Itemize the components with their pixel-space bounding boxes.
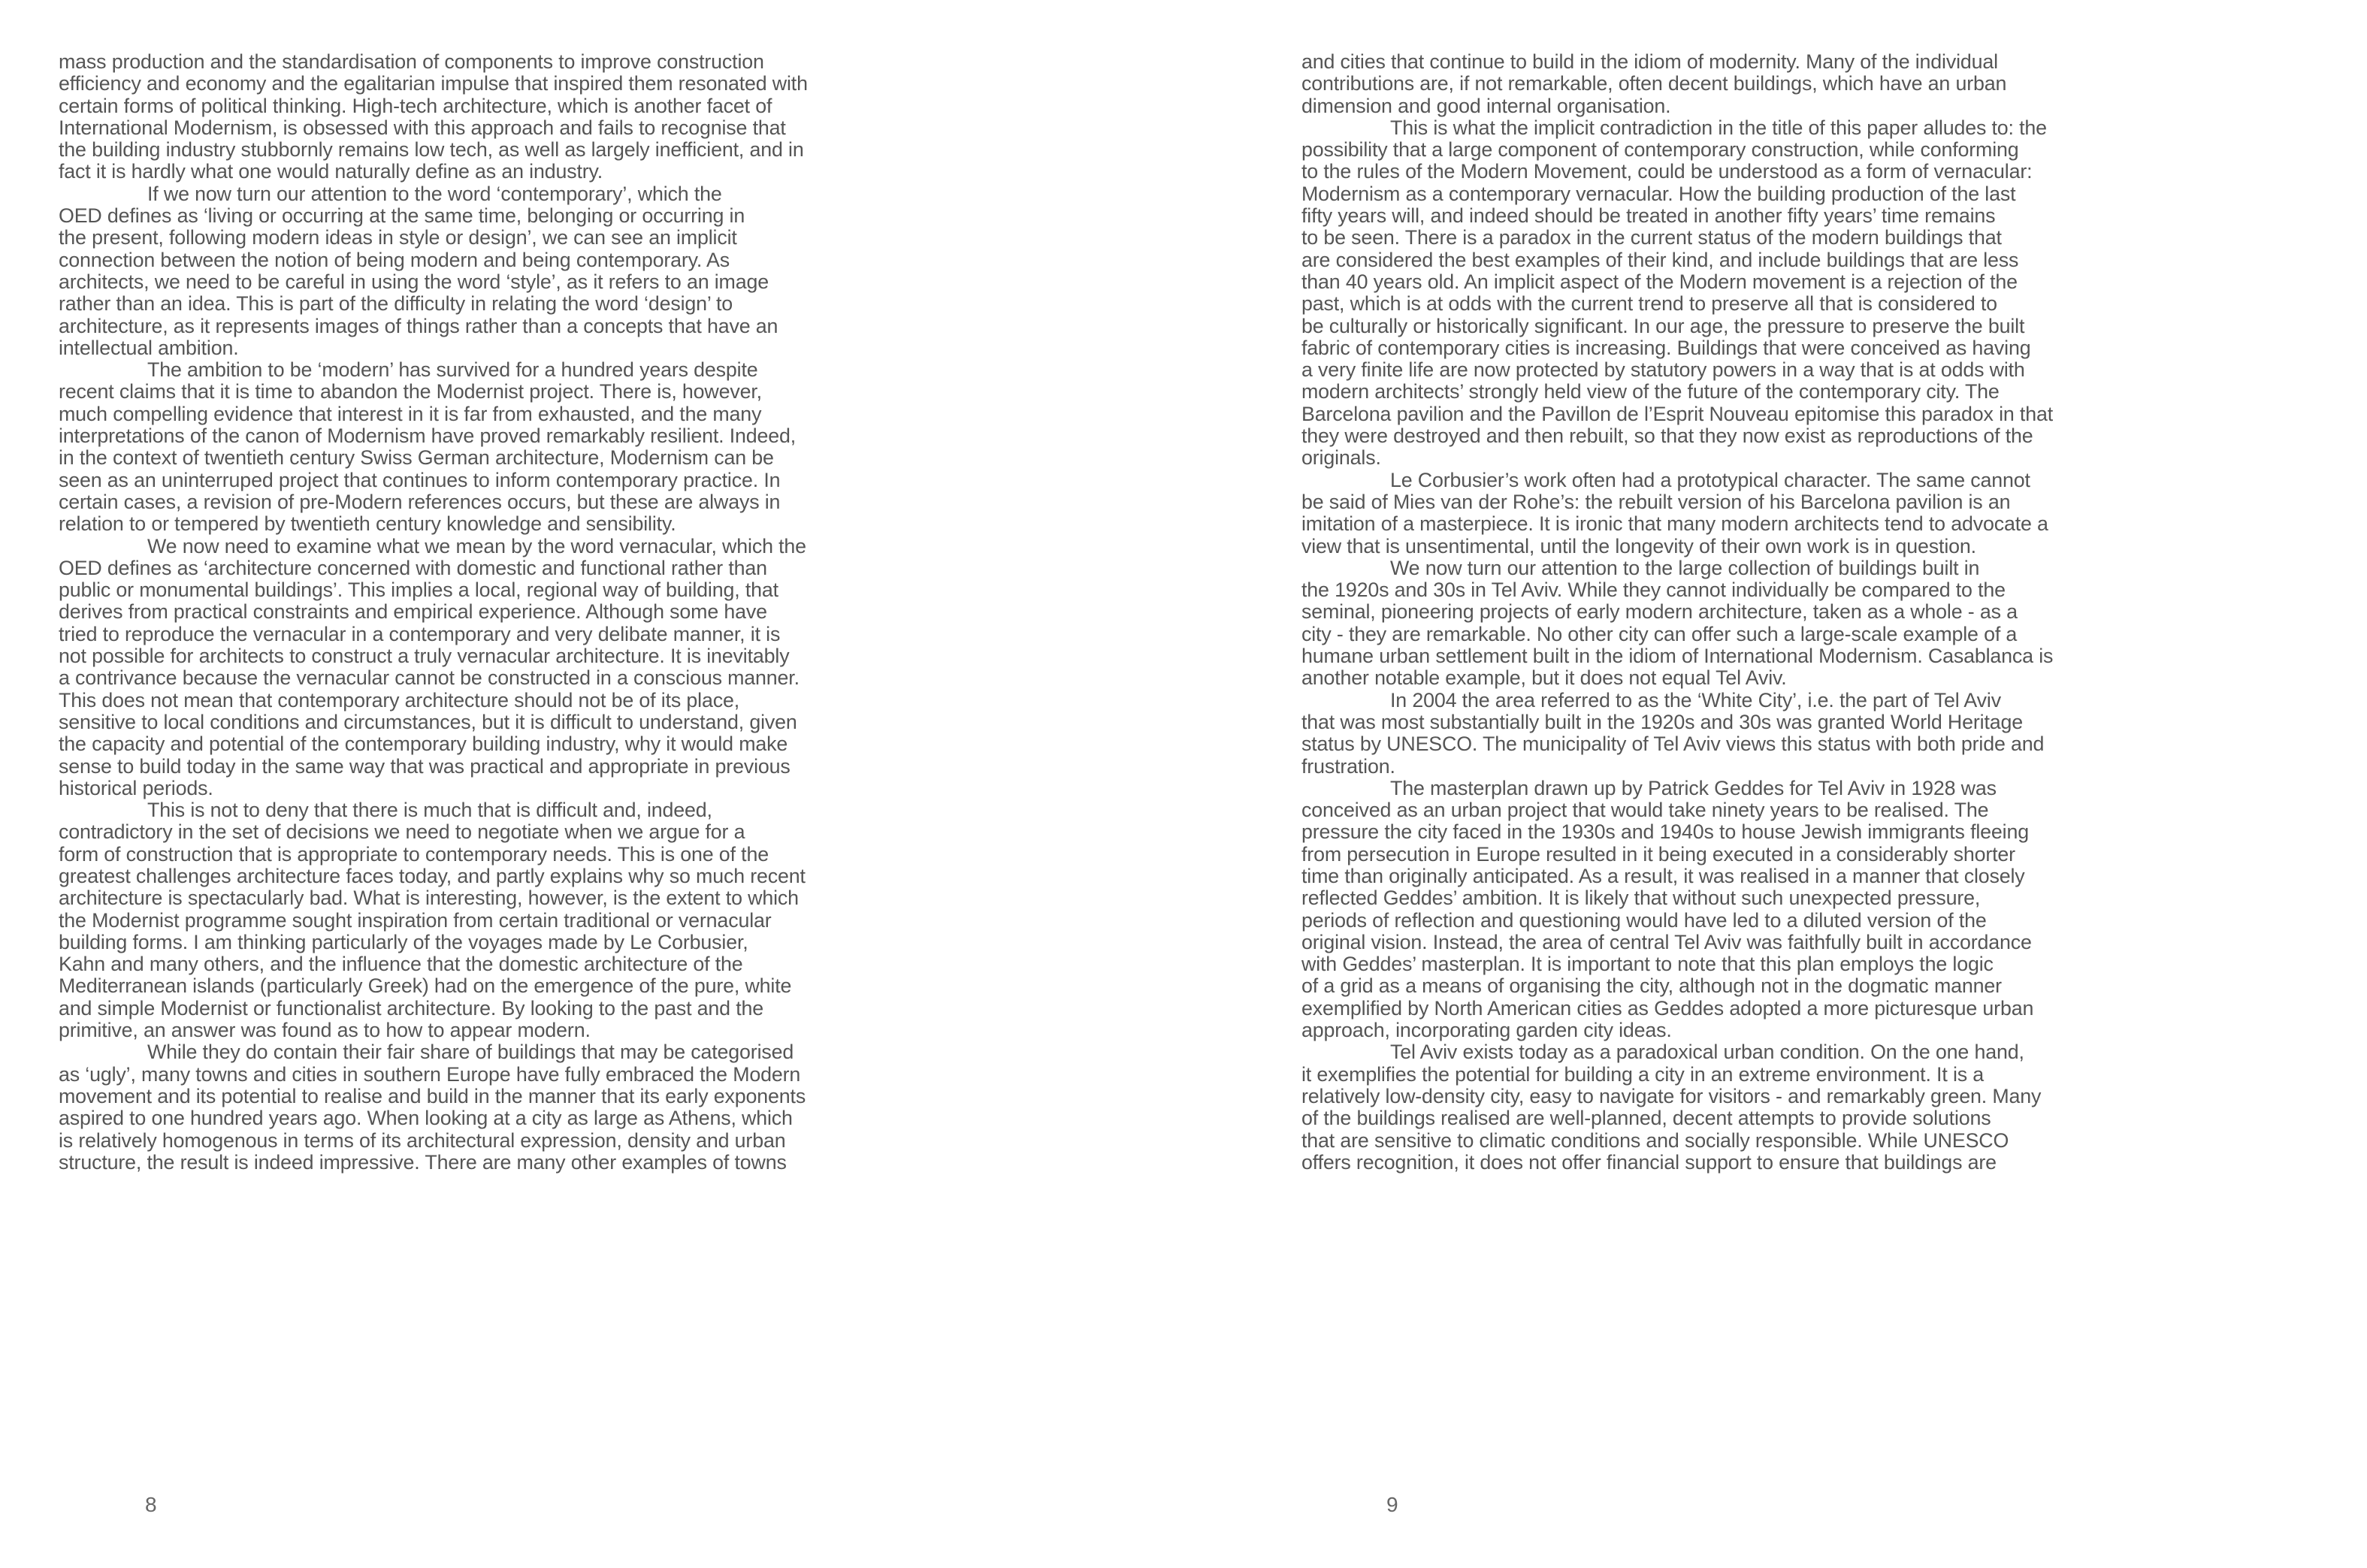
text-line: mass production and the standardisation of components to improve construction bbox=[59, 50, 764, 73]
paragraph bbox=[1301, 117, 2090, 470]
text-line: architects, we need to be careful in using the word ‘style’, as it refers to an image bbox=[59, 270, 769, 293]
text-line: We now turn our attention to the large collection of buildings built in bbox=[1390, 556, 1980, 579]
paragraph bbox=[59, 536, 848, 800]
text-line: seen as an uninterruped project that continues to inform contemporary practice. In bbox=[59, 468, 781, 491]
text-line: pressure the city faced in the 1930s and 1940s to house Jewish immigrants fleeing bbox=[1301, 820, 2029, 844]
text-line: derives from practical constraints and empirical experience. Although some have bbox=[59, 600, 767, 624]
paragraph bbox=[1301, 557, 2090, 690]
text-line: fifty years will, and indeed should be treated in another fifty years’ time remains bbox=[1301, 204, 1996, 228]
text-line: architecture is spectacularly bad. What is interesting, however, is the extent to which bbox=[59, 887, 799, 910]
text-line: time than originally anticipated. As a result, it was realised in a manner that closely bbox=[1301, 864, 2025, 887]
left-text-column bbox=[59, 51, 848, 1174]
text-line: architecture, as it represents images of things rather than a concepts that have an bbox=[59, 314, 778, 337]
text-line: another notable example, but it does not equal Tel Aviv. bbox=[1301, 666, 1787, 690]
text-line: building forms. I am thinking particularly of the voyages made by Le Corbusier, bbox=[59, 930, 748, 953]
text-line: While they do contain their fair share of buildings that may be categorised bbox=[147, 1041, 794, 1064]
text-line: fabric of contemporary cities is increasing. Buildings that were conceived as having bbox=[1301, 336, 2031, 359]
text-line: fact it is hardly what one would naturally define as an industry. bbox=[59, 160, 603, 183]
text-line: Kahn and many others, and the influence that the domestic architecture of the bbox=[59, 953, 743, 976]
text-line: is relatively homogenous in terms of its architectural expression, density and urban bbox=[59, 1128, 786, 1152]
text-line: be said of Mies van der Rohe’s: the rebuilt version of his Barcelona pavilion is an bbox=[1301, 490, 2011, 513]
text-line: they were destroyed and then rebuilt, so that they now exist as reproductions of the bbox=[1301, 424, 2033, 448]
text-line: a very finite life are now protected by statutory powers in a way that is at odds with bbox=[1301, 358, 2025, 382]
text-line: This is not to deny that there is much that is difficult and, indeed, bbox=[147, 799, 712, 822]
text-line: to the rules of the Modern Movement, could be understood as a form of vernacular: bbox=[1301, 160, 2033, 183]
text-line: tried to reproduce the vernacular in a contemporary and very delibate manner, it is bbox=[59, 622, 781, 645]
text-line: the building industry stubbornly remains low tech, as well as largely inefficient, and in bbox=[59, 138, 804, 162]
text-line: the Modernist programme sought inspiration from certain traditional or vernacular bbox=[59, 908, 772, 932]
text-line: efficiency and economy and the egalitarian impulse that inspired them resonated with bbox=[59, 72, 808, 95]
page-number-left: 8 bbox=[145, 1493, 157, 1516]
text-line: status by UNESCO. The municipality of Tel Aviv views this status with both pride and bbox=[1301, 733, 2045, 756]
paragraph bbox=[1301, 778, 2090, 1042]
text-line: not possible for architects to construct a truly vernacular architecture. It is inevitably bbox=[59, 645, 790, 668]
text-line: movement and its potential to realise and build in the manner that its early exponents bbox=[59, 1084, 806, 1107]
text-line: the capacity and potential of the contemporary building industry, why it would make bbox=[59, 733, 788, 756]
text-line: OED defines as ‘living or occurring at the same time, belonging or occurring in bbox=[59, 204, 745, 228]
text-line: than 40 years old. An implicit aspect of the Modern movement is a rejection of the bbox=[1301, 270, 2018, 293]
text-line: original vision. Instead, the area of central Tel Aviv was faithfully built in accordance bbox=[1301, 930, 2032, 953]
text-line: sensitive to local conditions and circumstances, but it is difficult to understand, given bbox=[59, 710, 797, 733]
text-line: seminal, pioneering projects of early modern architecture, taken as a whole - as a bbox=[1301, 600, 2018, 624]
text-line: Tel Aviv exists today as a paradoxical urban condition. On the one hand, bbox=[1390, 1041, 2024, 1064]
text-line: approach, incorporating garden city ideas. bbox=[1301, 1019, 1672, 1042]
text-line: sense to build today in the same way that was practical and appropriate in previous bbox=[59, 754, 791, 778]
paragraph bbox=[59, 359, 848, 535]
text-line: periods of reflection and questioning would have led to a diluted version of the bbox=[1301, 908, 1987, 932]
text-line: modern architects’ strongly held view of the future of the contemporary city. The bbox=[1301, 380, 2000, 403]
text-line: be culturally or historically significant. In our age, the pressure to preserve the built bbox=[1301, 314, 2025, 337]
text-line: Barcelona pavilion and the Pavillon de l’Esprit Nouveau epitomise this paradox in that bbox=[1301, 402, 2054, 425]
text-line: from persecution in Europe resulted in it being executed in a considerably shorter bbox=[1301, 842, 2015, 866]
text-line: International Modernism, is obsessed with this approach and fails to recognise that bbox=[59, 116, 786, 139]
text-line: Mediterranean islands (particularly Greek) had on the emergence of the pure, white bbox=[59, 974, 792, 998]
text-line: the 1920s and 30s in Tel Aviv. While they cannot individually be compared to the bbox=[1301, 579, 2006, 602]
text-line: The ambition to be ‘modern’ has survived for a hundred years despite bbox=[147, 358, 758, 382]
text-line: to be seen. There is a paradox in the current status of the modern buildings that bbox=[1301, 226, 2002, 249]
text-line: recent claims that it is time to abandon the Modernist project. There is, however, bbox=[59, 380, 762, 403]
text-line: This does not mean that contemporary architecture should not be of its place, bbox=[59, 688, 740, 711]
text-line: historical periods. bbox=[59, 776, 213, 799]
text-line: rather than an idea. This is part of the difficulty in relating the word ‘design’ to bbox=[59, 292, 733, 316]
text-line: aspired to one hundred years ago. When looking at a city as large as Athens, which bbox=[59, 1107, 793, 1130]
text-line: greatest challenges architecture faces today, and partly explains why so much recent bbox=[59, 864, 806, 887]
text-line: frustration. bbox=[1301, 754, 1395, 778]
text-line: form of construction that is appropriate to contemporary needs. This is one of the bbox=[59, 842, 769, 866]
text-line: of the buildings realised are well-planned, decent attempts to provide solutions bbox=[1301, 1107, 1991, 1130]
text-line: relatively low-density city, easy to navigate for visitors - and remarkably green. Many bbox=[1301, 1084, 2042, 1107]
text-line: certain cases, a revision of pre-Modern references occurs, but these are always in bbox=[59, 490, 781, 513]
text-line: interpretations of the canon of Modernism have proved remarkably resilient. Indeed, bbox=[59, 424, 797, 448]
text-line: The masterplan drawn up by Patrick Geddes for Tel Aviv in 1928 was bbox=[1390, 776, 1997, 799]
text-line: We now need to examine what we mean by the word vernacular, which the bbox=[147, 534, 806, 557]
text-line: If we now turn our attention to the word ‘contemporary’, which the bbox=[147, 182, 722, 205]
text-line: a contrivance because the vernacular cannot be constructed in a conscious manner. bbox=[59, 666, 800, 690]
text-line: city - they are remarkable. No other city can offer such a large-scale example of a bbox=[1301, 622, 2018, 645]
text-line: imitation of a masterpiece. It is ironic that many modern architects tend to advocate a bbox=[1301, 512, 2048, 536]
text-line: OED defines as ‘architecture concerned with domestic and functional rather than bbox=[59, 556, 767, 579]
paragraph bbox=[59, 183, 848, 359]
text-line: that are sensitive to climatic conditions and socially responsible. While UNESCO bbox=[1301, 1128, 2009, 1152]
text-line: much compelling evidence that interest in it is far from exhausted, and the many bbox=[59, 402, 762, 425]
paragraph bbox=[1301, 51, 2090, 117]
text-line: in the context of twentieth century Swiss German architecture, Modernism can be bbox=[59, 446, 774, 470]
text-line: certain forms of political thinking. High-tech architecture, which is another facet of bbox=[59, 94, 772, 117]
text-line: conceived as an urban project that would take ninety years to be realised. The bbox=[1301, 799, 1989, 822]
text-line: structure, the result is indeed impressive. There are many other examples of towns bbox=[59, 1150, 787, 1174]
text-line: it exemplifies the potential for building a city in an extreme environment. It is a bbox=[1301, 1062, 1985, 1086]
text-line: humane urban settlement built in the idiom of International Modernism. Casablanca is bbox=[1301, 645, 2054, 668]
text-line: as ‘ugly’, many towns and cities in southern Europe have fully embraced the Modern bbox=[59, 1062, 801, 1086]
paragraph bbox=[1301, 690, 2090, 778]
text-line: public or monumental buildings’. This implies a local, regional way of building, that bbox=[59, 579, 778, 602]
text-line: Le Corbusier’s work often had a prototypical character. The same cannot bbox=[1390, 468, 2030, 491]
right-text-column bbox=[1301, 51, 2090, 1174]
text-line: that was most substantially built in the 1920s and 30s was granted World Heritage bbox=[1301, 710, 2024, 733]
paragraph bbox=[59, 51, 848, 183]
text-line: intellectual ambition. bbox=[59, 336, 239, 359]
text-line: primitive, an answer was found as to how to appear modern. bbox=[59, 1019, 591, 1042]
text-line: relation to or tempered by twentieth century knowledge and sensibility. bbox=[59, 512, 676, 536]
text-line: and simple Modernist or functionalist architecture. By looking to the past and the bbox=[59, 996, 764, 1020]
text-line: exemplified by North American cities as Geddes adopted a more picturesque urban bbox=[1301, 996, 2034, 1020]
text-line: contradictory in the set of decisions we need to negotiate when we argue for a bbox=[59, 820, 745, 844]
text-line: In 2004 the area referred to as the ‘White City’, i.e. the part of Tel Aviv bbox=[1390, 688, 2001, 711]
text-line: of a grid as a means of organising the city, although not in the dogmatic manner bbox=[1301, 974, 2002, 998]
paragraph bbox=[1301, 1041, 2090, 1174]
text-line: view that is unsentimental, until the longevity of their own work is in question. bbox=[1301, 534, 1976, 557]
text-line: This is what the implicit contradiction in the title of this paper alludes to: the bbox=[1390, 116, 2047, 139]
paragraph bbox=[1301, 470, 2090, 557]
text-line: originals. bbox=[1301, 446, 1381, 470]
text-line: contributions are, if not remarkable, often decent buildings, which have an urban bbox=[1301, 72, 2007, 95]
text-line: possibility that a large component of contemporary construction, while conforming bbox=[1301, 138, 2019, 162]
text-line: dimension and good internal organisation. bbox=[1301, 94, 1671, 117]
text-line: past, which is at odds with the current trend to preserve all that is considered to bbox=[1301, 292, 1997, 316]
text-line: and cities that continue to build in the idiom of modernity. Many of the individual bbox=[1301, 50, 1998, 73]
right-page bbox=[1184, 0, 2367, 1568]
text-line: connection between the notion of being modern and being contemporary. As bbox=[59, 248, 730, 271]
text-line: the present, following modern ideas in style or design’, we can see an implicit bbox=[59, 226, 737, 249]
paragraph bbox=[59, 1041, 848, 1174]
text-line: are considered the best examples of their kind, and include buildings that are less bbox=[1301, 248, 2019, 271]
text-line: offers recognition, it does not offer financial support to ensure that buildings are bbox=[1301, 1150, 1997, 1174]
text-line: with Geddes’ masterplan. It is important to note that this plan employs the logic bbox=[1301, 953, 1994, 976]
page-number-right: 9 bbox=[1386, 1493, 1398, 1516]
paragraph bbox=[59, 799, 848, 1041]
text-line: reflected Geddes’ ambition. It is likely that without such unexpected pressure, bbox=[1301, 887, 1981, 910]
text-line: Modernism as a contemporary vernacular. How the building production of the last bbox=[1301, 182, 2016, 205]
